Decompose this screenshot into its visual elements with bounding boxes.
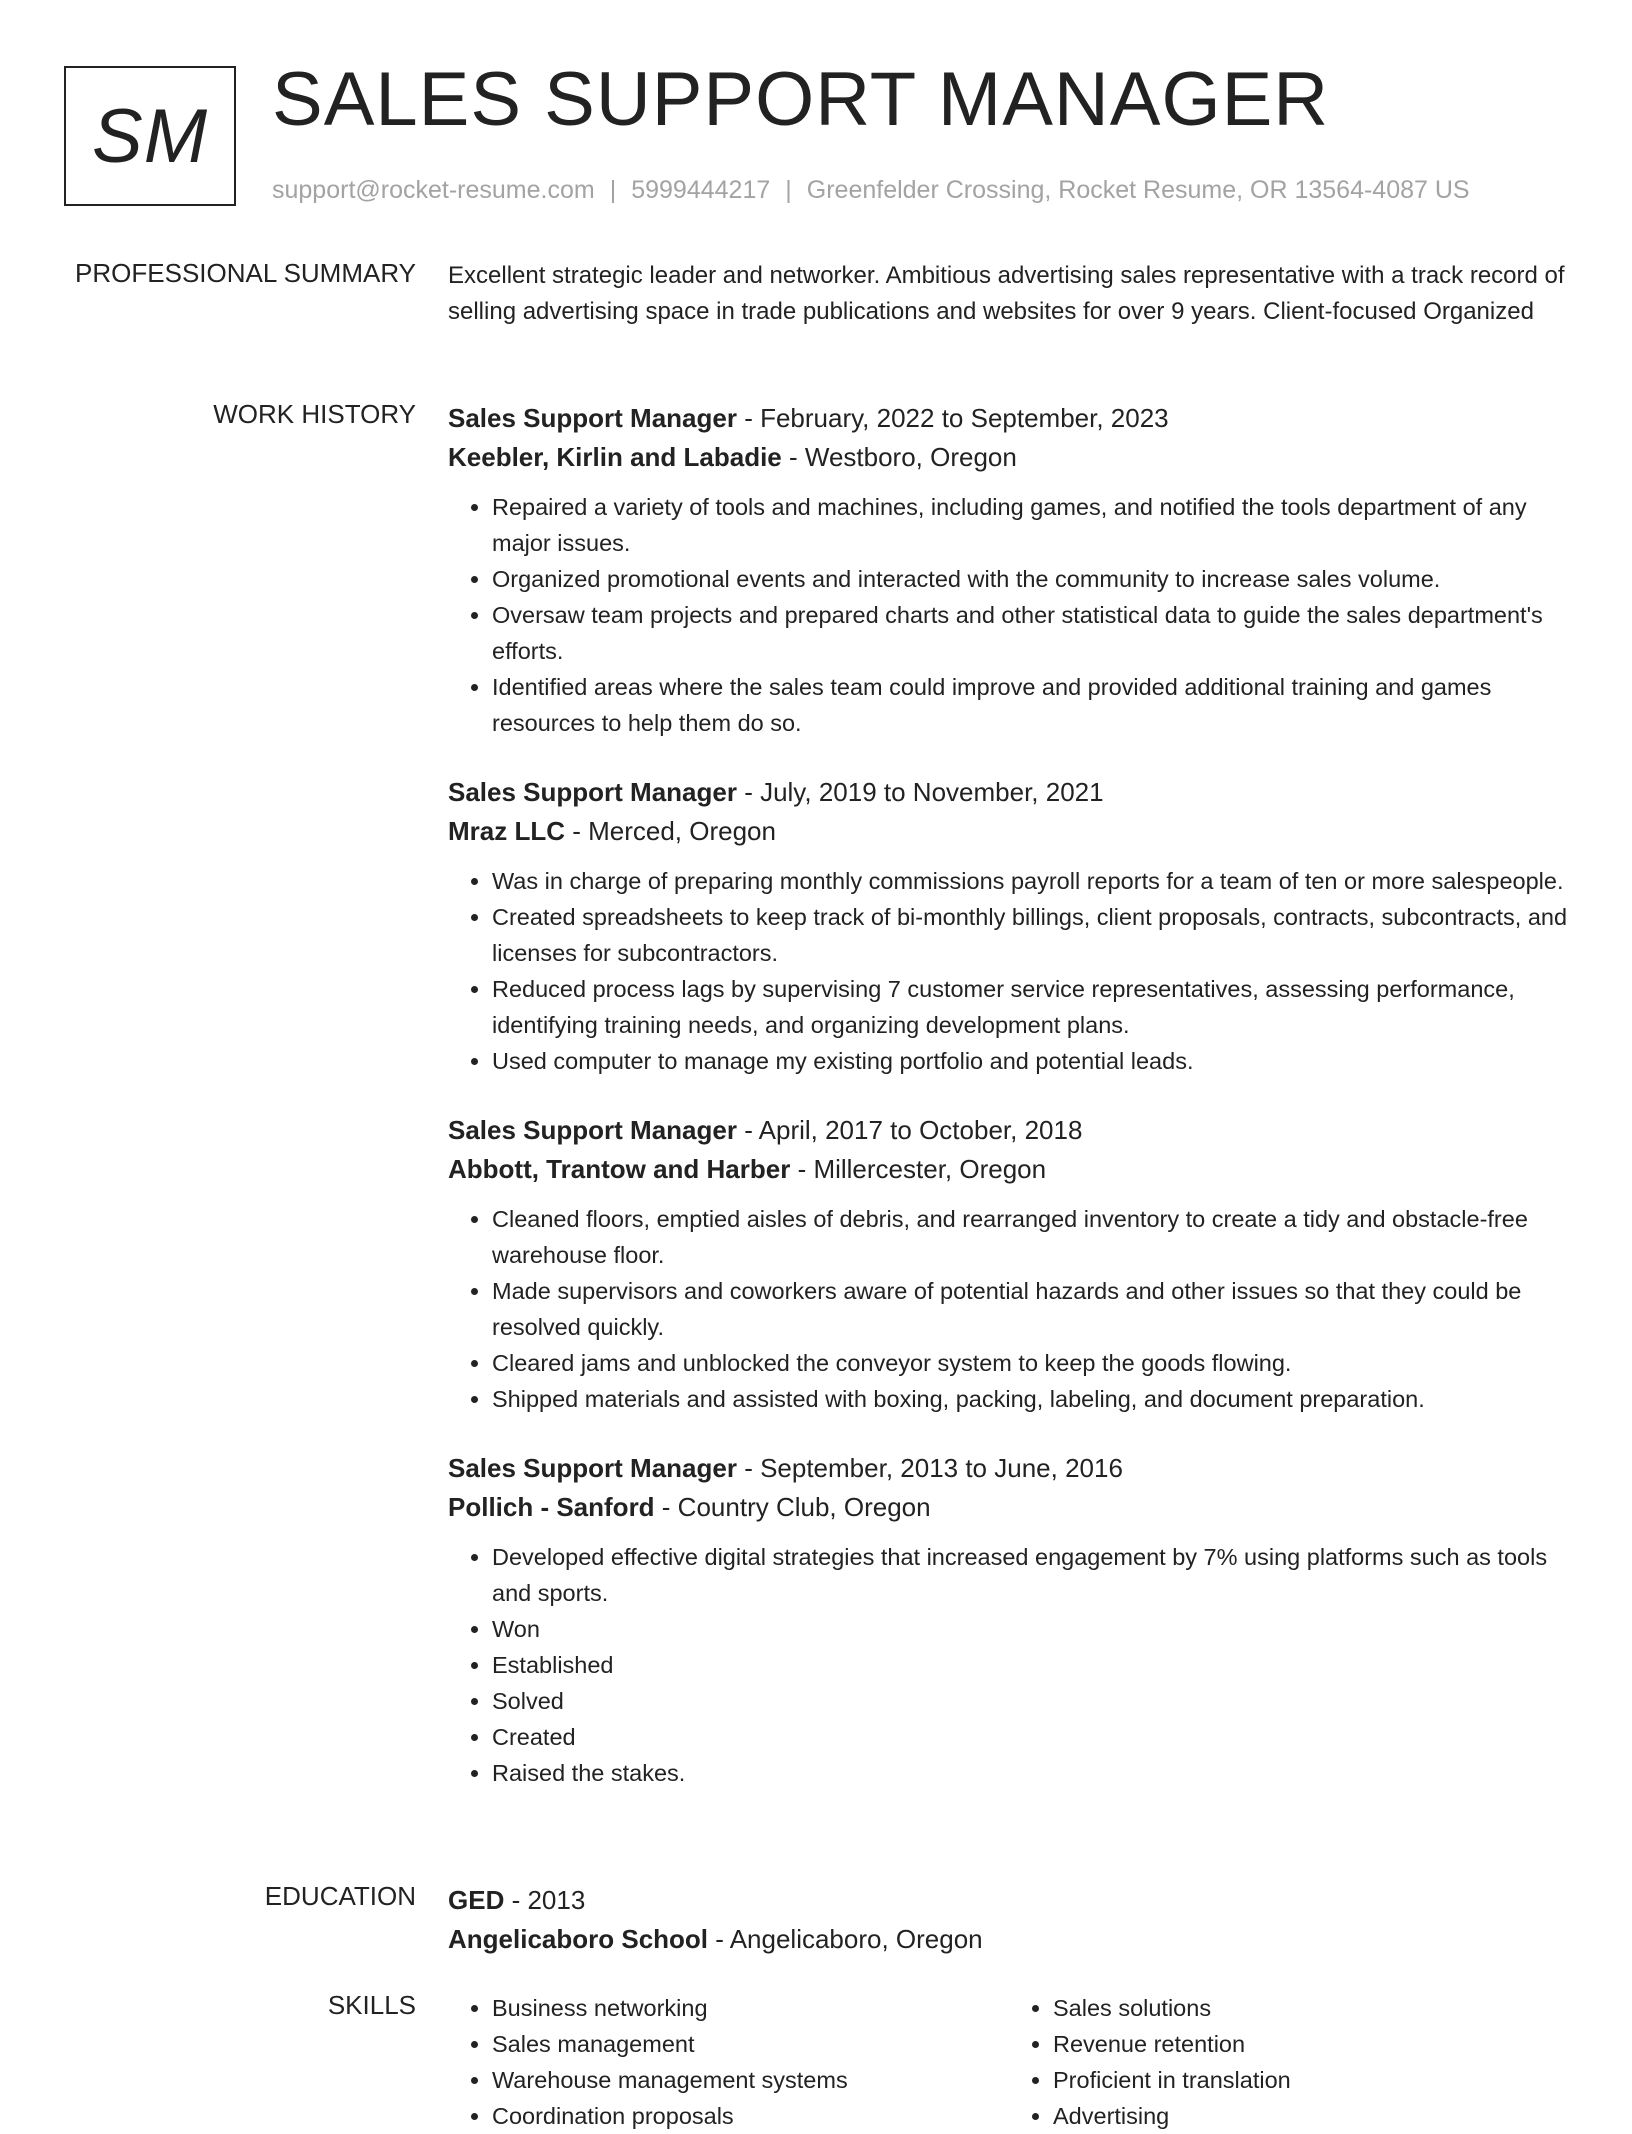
skills-body xyxy=(448,1990,1570,2134)
job-dates: - April, 2017 to October, 2018 xyxy=(736,1115,1083,1145)
section-label-summary: PROFESSIONAL SUMMARY xyxy=(75,258,416,288)
section-label-work-history: WORK HISTORY xyxy=(213,399,416,429)
job-bullet: • Organized promotional events and interacted with the community to increase sales volume. xyxy=(492,561,1570,597)
education-body xyxy=(448,1881,1570,1959)
section-label-skills: SKILLS xyxy=(327,1990,416,2020)
job-bullet: • Won xyxy=(492,1611,1570,1647)
skills-list-left xyxy=(448,1990,1009,2134)
job-bullets xyxy=(448,863,1570,1079)
skill-item: • Sales solutions xyxy=(1053,1990,1570,2026)
contact-separator: | xyxy=(609,176,617,204)
contact-address: Greenfelder Crossing, Rocket Resume, OR 13564-4087 US xyxy=(806,176,1470,204)
education-degree-line xyxy=(448,1881,1570,1920)
job-bullet: • Cleaned floors, emptied aisles of debris, and rearranged inventory to create a tidy and obstacle-free warehouse floor. xyxy=(492,1201,1570,1273)
job-bullet: • Created xyxy=(492,1719,1570,1755)
job-title-line xyxy=(448,773,1570,812)
job-company-line xyxy=(448,1150,1570,1189)
job-bullet: • Cleared jams and unblocked the conveyor system to keep the goods flowing. xyxy=(492,1345,1570,1381)
job-entry xyxy=(448,773,1570,1079)
skill-item: • Coordination proposals xyxy=(492,2098,1009,2134)
job-bullet: • Made supervisors and coworkers aware of potential hazards and other issues so that they could be resolved quickly. xyxy=(492,1273,1570,1345)
job-title-line xyxy=(448,1449,1570,1488)
job-bullet: • Created spreadsheets to keep track of bi-monthly billings, client proposals, contracts, subcontracts, and licenses for subcontractors. xyxy=(492,899,1570,971)
education-school-line xyxy=(448,1920,1570,1959)
contact-line xyxy=(272,176,1470,205)
summary-text: Excellent strategic leader and networker. Ambitious advertising sales representative with a track record of selling advertising space in trade publications and websites for over 9 years. Client-focused Organized xyxy=(448,262,1565,325)
job-dates: - July, 2019 to November, 2021 xyxy=(736,777,1104,807)
job-location: - Millercester, Oregon xyxy=(790,1154,1047,1184)
skills-columns xyxy=(448,1990,1570,2134)
job-bullets xyxy=(448,1539,1570,1791)
job-location: - Merced, Oregon xyxy=(565,816,776,846)
job-bullet: • Repaired a variety of tools and machines, including games, and notified the tools department of any major issues. xyxy=(492,489,1570,561)
skill-item: • Revenue retention xyxy=(1053,2026,1570,2062)
job-bullet: • Oversaw team projects and prepared charts and other statistical data to guide the sales department's efforts. xyxy=(492,597,1570,669)
job-bullet: • Used computer to manage my existing portfolio and potential leads. xyxy=(492,1043,1570,1079)
job-bullet: • Developed effective digital strategies that increased engagement by 7% using platforms such as tools and sports. xyxy=(492,1539,1570,1611)
skill-item: • Business networking xyxy=(492,1990,1009,2026)
work-history-body xyxy=(448,399,1570,1791)
monogram-box xyxy=(64,66,236,206)
job-company: Mraz LLC xyxy=(448,816,565,846)
education-degree: GED xyxy=(448,1885,505,1915)
job-title: Sales Support Manager xyxy=(448,777,737,807)
job-bullet: • Raised the stakes. xyxy=(492,1755,1570,1791)
resume-title: SALES SUPPORT MANAGER xyxy=(272,57,1330,142)
job-location: - Country Club, Oregon xyxy=(654,1492,931,1522)
job-title-line xyxy=(448,1111,1570,1150)
education-school: Angelicaboro School xyxy=(448,1924,709,1954)
job-location: - Westboro, Oregon xyxy=(781,442,1017,472)
skill-item: • Sales management xyxy=(492,2026,1009,2062)
job-entry xyxy=(448,1449,1570,1791)
job-company: Abbott, Trantow and Harber xyxy=(448,1154,791,1184)
job-title: Sales Support Manager xyxy=(448,1115,737,1145)
job-bullet: • Established xyxy=(492,1647,1570,1683)
skill-item: • Warehouse management systems xyxy=(492,2062,1009,2098)
skills-list-right xyxy=(1009,1990,1570,2134)
job-dates: - February, 2022 to September, 2023 xyxy=(736,403,1169,433)
job-bullet: • Reduced process lags by supervising 7 customer service representatives, assessing performance, identifying training needs, and organizing development plans. xyxy=(492,971,1570,1043)
contact-email[interactable]: support@rocket-resume.com xyxy=(272,176,595,204)
job-dates: - September, 2013 to June, 2016 xyxy=(736,1453,1123,1483)
job-bullet: • Solved xyxy=(492,1683,1570,1719)
skill-item: • Proficient in translation xyxy=(1053,2062,1570,2098)
job-bullet: • Identified areas where the sales team could improve and provided additional training and games resources to help them do so. xyxy=(492,669,1570,741)
job-bullets xyxy=(448,489,1570,741)
section-label-education: EDUCATION xyxy=(264,1881,416,1911)
monogram-initials: SM xyxy=(92,93,208,179)
job-company-line xyxy=(448,438,1570,477)
job-company-line xyxy=(448,1488,1570,1527)
job-company-line xyxy=(448,812,1570,851)
education-location: - Angelicaboro, Oregon xyxy=(708,1924,983,1954)
summary-body xyxy=(448,258,1570,330)
job-title: Sales Support Manager xyxy=(448,403,737,433)
job-title-line xyxy=(448,399,1570,438)
job-company: Keebler, Kirlin and Labadie xyxy=(448,442,782,472)
education-year: - 2013 xyxy=(504,1885,586,1915)
job-entry xyxy=(448,1111,1570,1417)
skill-item: • Advertising xyxy=(1053,2098,1570,2134)
job-bullets xyxy=(448,1201,1570,1417)
job-title: Sales Support Manager xyxy=(448,1453,737,1483)
job-entry xyxy=(448,399,1570,741)
contact-separator: | xyxy=(785,176,792,204)
job-bullet: • Was in charge of preparing monthly commissions payroll reports for a team of ten or more salespeople. xyxy=(492,863,1570,899)
job-company: Pollich - Sanford xyxy=(448,1492,655,1522)
job-bullet: • Shipped materials and assisted with boxing, packing, labeling, and document preparation. xyxy=(492,1381,1570,1417)
contact-phone[interactable]: 5999444217 xyxy=(631,176,771,204)
